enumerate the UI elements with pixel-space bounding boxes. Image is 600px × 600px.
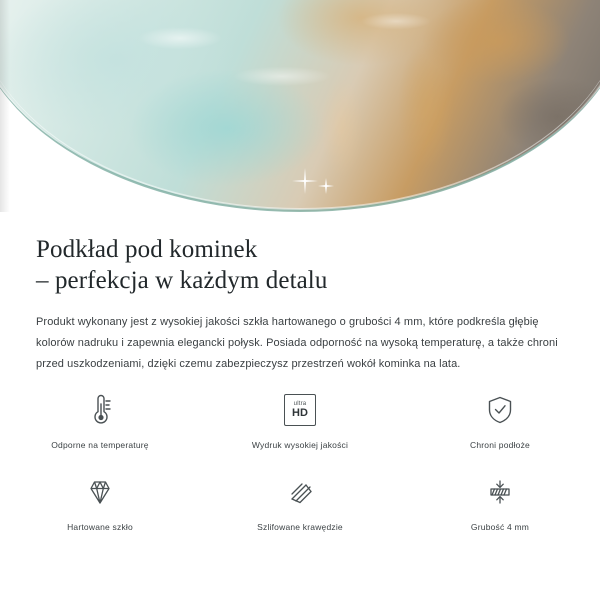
feature-item-polished-edges [200,470,400,552]
polished-edges-icon [280,470,320,514]
description-content [0,212,600,375]
ultra-hd-badge-top: ultra [293,401,307,407]
feature-label: Chroni podłoże [470,440,530,450]
headline-line-1: Podkład pod kominek [36,236,258,263]
feature-grid [0,388,600,552]
page-title [0,212,600,296]
feature-label: Wydruk wysokiej jakości [251,440,349,450]
page-left-shadow [0,0,10,212]
thickness-arrows-icon [480,470,520,514]
marble-swirl-overlay [0,0,600,212]
feature-label: Odporne na temperaturę [51,440,149,450]
feature-item-print-quality [200,388,400,470]
description-paragraph: Produkt wykonany jest z wysokiej jakości szkła hartowanego o grubości 4 mm, które podkreśla głębię kolorów nadruku i zapewnia elegancki połysk. Posiada odporność na wysoką temperaturę, a także chroni przed uszkodzeniami, dzięki czemu zabezpieczysz przestrzeń wokół kominka na lata. [36,316,558,370]
feature-label: Grubość 4 mm [470,522,530,532]
ultra-hd-badge-bottom: HD [292,407,308,419]
feature-item-surface-protection [400,388,600,470]
feature-item-tempered-glass [0,470,200,552]
ultra-hd-icon [284,388,316,432]
feature-item-thickness [400,470,600,552]
thermometer-icon [80,388,120,432]
shield-check-icon [480,388,520,432]
diamond-icon [80,470,120,514]
feature-item-temperature [0,388,200,470]
feature-label: Hartowane szkło [67,522,133,532]
hero-product-image [0,0,600,212]
headline-line-2: – perfekcja w każdym detalu [36,267,328,294]
feature-label: Szlifowane krawędzie [257,522,343,532]
